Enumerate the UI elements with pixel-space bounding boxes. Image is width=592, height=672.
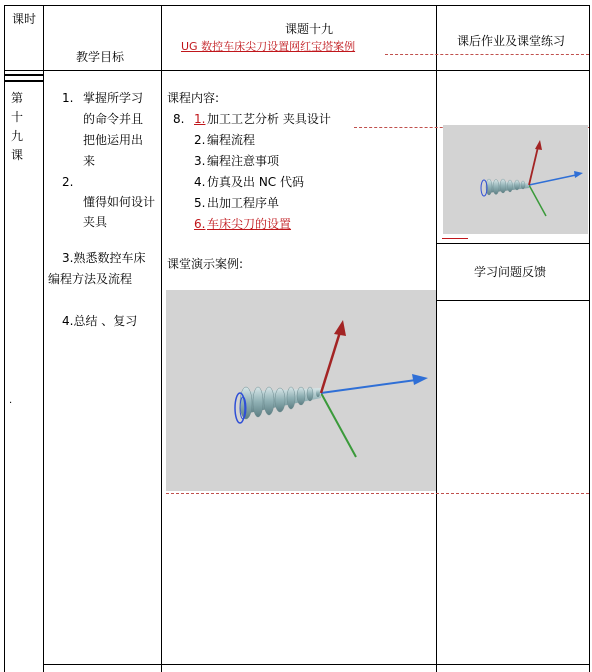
objective-2-num: 2. [62,175,74,189]
lesson-dot: . [9,395,13,406]
screw-body [240,387,321,419]
content-item-6-text: 车床尖刀的设置 [207,217,292,231]
content-item-5-num: 5. [194,196,206,210]
lesson-char-2: 十 [11,110,24,124]
table-top-border [4,5,590,6]
objective-2-line-1: 懂得如何设计 [83,195,156,209]
y-axis-arrow [334,320,346,336]
objective-2-line-2: 夹具 [83,215,108,229]
content-item-2-num: 2. [194,133,206,147]
table-right-border [589,5,590,672]
right-row-divider-1 [436,243,590,244]
header-rule-3 [4,80,44,82]
content-item-6-num: 6. [194,217,206,231]
content-item-1-text: 加工工艺分析 夹具设计 [207,112,331,126]
header-rule-1 [4,70,590,71]
content-item-3-num: 3. [194,154,206,168]
header-topic-subtitle: UG 数控车床尖刀设置网红宝塔案例 [181,40,356,53]
objective-1-line-3: 把他运用出 [83,133,144,147]
thumbnail-red-mark [442,238,468,239]
lesson-char-4: 课 [11,148,24,162]
col1-divider [43,5,44,672]
content-item-5-text: 出加工程序单 [207,196,280,210]
objective-3-line-1: 3.熟悉数控车床 [62,251,146,265]
thumbnail-axes-illustration [443,125,588,234]
objective-1-num: 1. [62,91,74,105]
right-row-divider-2 [436,300,590,301]
col2-divider [161,5,162,672]
content-item-1-num: 1. [194,112,206,126]
content-item-4-text: 仿真及出 NC 代码 [207,175,304,189]
thumbnail-screw-image [443,125,588,234]
lesson-char-3: 九 [11,129,24,143]
header-lesson-label: 课时 [12,12,37,26]
objective-1-line-2: 的命令并且 [83,112,144,126]
header-homework-label: 课后作业及课堂练习 [457,34,566,48]
image-dashed-rule [166,493,589,494]
lesson-char-1: 第 [11,91,24,105]
bottom-partial-rule [43,664,590,665]
content-item-2-text: 编程流程 [207,133,256,147]
demo-heading: 课堂演示案例: [167,257,244,271]
subtitle-dashed-rule [385,54,589,55]
screw-axes-illustration [166,290,436,491]
demo-screw-image [166,290,436,491]
col3-divider [436,5,437,672]
content-list-prefix: 8. [173,112,185,126]
content-item-3-text: 编程注意事项 [207,154,280,168]
objective-4: 4.总结 、复习 [62,314,138,328]
objective-1-line-1: 掌握所学习 [83,91,144,105]
x-axis-line [321,380,416,393]
objective-1-line-4: 来 [83,154,96,168]
header-rule-2 [4,74,44,76]
x-axis-arrow [412,374,428,385]
table-left-border [4,5,5,672]
header-objectives-label: 教学目标 [76,50,125,64]
z-axis-line [321,393,356,457]
y-axis-line [321,332,340,393]
objective-3-line-2: 编程方法及流程 [48,272,133,286]
content-item-4-num: 4. [194,175,206,189]
content-heading: 课程内容: [167,91,220,105]
header-topic-title: 课题十九 [285,22,334,36]
feedback-label: 学习问题反馈 [474,265,547,279]
